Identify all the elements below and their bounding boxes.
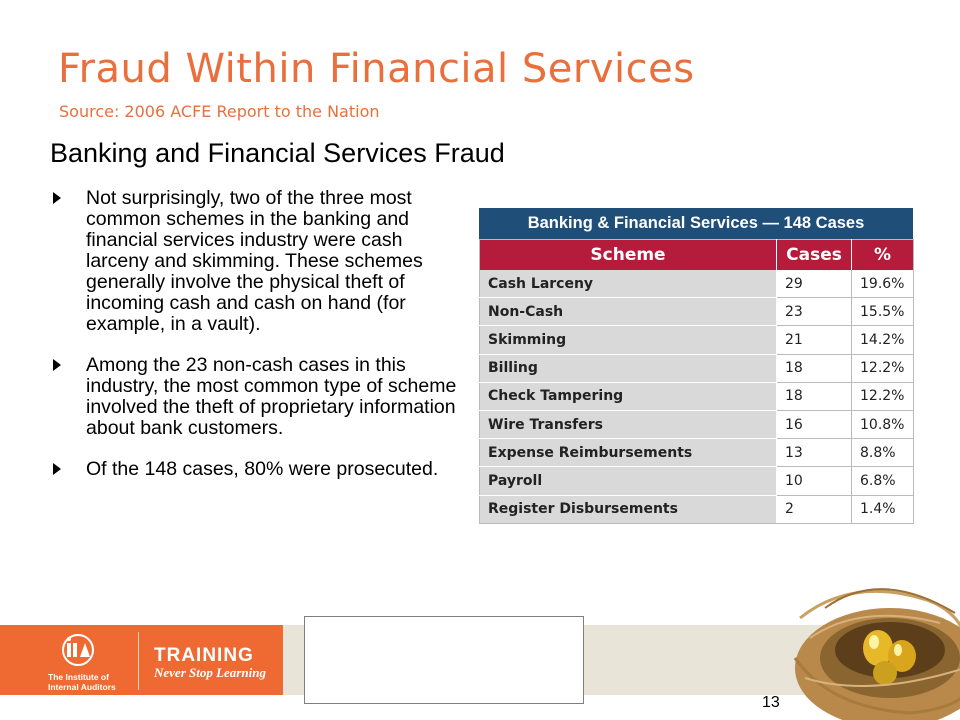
training-tagline: Never Stop Learning <box>154 665 266 680</box>
cell-cases: 18 <box>777 382 852 410</box>
page-number: 13 <box>762 694 780 711</box>
bullet-text: Of the 148 cases, 80% were prosecuted. <box>86 458 439 480</box>
cell-scheme: Check Tampering <box>480 382 777 410</box>
cell-scheme: Billing <box>480 354 777 382</box>
cell-percent: 14.2% <box>852 326 914 354</box>
cell-percent: 19.6% <box>852 270 914 298</box>
cell-percent: 15.5% <box>852 298 914 326</box>
table-row <box>480 270 914 298</box>
cell-percent: 8.8% <box>852 439 914 467</box>
scheme-table-container <box>479 208 913 524</box>
iia-logo-icon <box>60 633 96 671</box>
bullet-item <box>50 188 460 335</box>
cell-percent: 6.8% <box>852 467 914 495</box>
cell-scheme: Cash Larceny <box>480 270 777 298</box>
cell-cases: 16 <box>777 410 852 438</box>
cell-scheme: Payroll <box>480 467 777 495</box>
scheme-table <box>479 239 914 524</box>
table-title: Banking & Financial Services — 148 Cases <box>479 208 913 239</box>
header-percent: % <box>852 240 914 271</box>
bullet-item <box>50 459 460 480</box>
cell-cases: 10 <box>777 467 852 495</box>
footer-divider <box>138 632 139 690</box>
cell-percent: 10.8% <box>852 410 914 438</box>
slide-source: Source: 2006 ACFE Report to the Nation <box>59 102 380 121</box>
cell-percent: 12.2% <box>852 382 914 410</box>
cell-scheme: Register Disbursements <box>480 495 777 523</box>
slide-subtitle: Banking and Financial Services Fraud <box>50 138 505 168</box>
bullet-text: Not surprisingly, two of the three most common schemes in the banking and financial services industry were cash larceny and skimming. These schemes generally involve the physical theft of incoming cash and cash on hand (for example, in a vault). <box>86 187 423 335</box>
cell-cases: 2 <box>777 495 852 523</box>
cell-percent: 12.2% <box>852 354 914 382</box>
cell-cases: 23 <box>777 298 852 326</box>
cell-scheme: Wire Transfers <box>480 410 777 438</box>
bullet-list <box>50 188 460 498</box>
table-header-row <box>480 240 914 271</box>
cell-cases: 18 <box>777 354 852 382</box>
table-row <box>480 326 914 354</box>
cell-scheme: Skimming <box>480 326 777 354</box>
logo-text: The Institute of Internal Auditors <box>48 672 116 692</box>
cell-scheme: Non-Cash <box>480 298 777 326</box>
cell-cases: 21 <box>777 326 852 354</box>
header-cases: Cases <box>777 240 852 271</box>
training-label: TRAINING <box>154 645 254 666</box>
table-row <box>480 354 914 382</box>
nest-golden-eggs-image <box>770 538 960 720</box>
table-row <box>480 439 914 467</box>
header-scheme: Scheme <box>480 240 777 271</box>
cell-scheme: Expense Reimbursements <box>480 439 777 467</box>
slide-title: Fraud Within Financial Services <box>58 46 695 92</box>
bullet-arrow-icon <box>53 463 61 475</box>
table-row <box>480 410 914 438</box>
table-row <box>480 467 914 495</box>
bullet-arrow-icon <box>53 359 61 371</box>
table-row <box>480 382 914 410</box>
cell-cases: 29 <box>777 270 852 298</box>
footer-placeholder-box <box>304 616 584 704</box>
table-row <box>480 298 914 326</box>
table-row <box>480 495 914 523</box>
bullet-item <box>50 355 460 439</box>
bullet-text: Among the 23 non-cash cases in this industry, the most common type of scheme involved the theft of proprietary information about bank customers. <box>86 354 457 439</box>
bullet-arrow-icon <box>53 192 61 204</box>
cell-cases: 13 <box>777 439 852 467</box>
cell-percent: 1.4% <box>852 495 914 523</box>
